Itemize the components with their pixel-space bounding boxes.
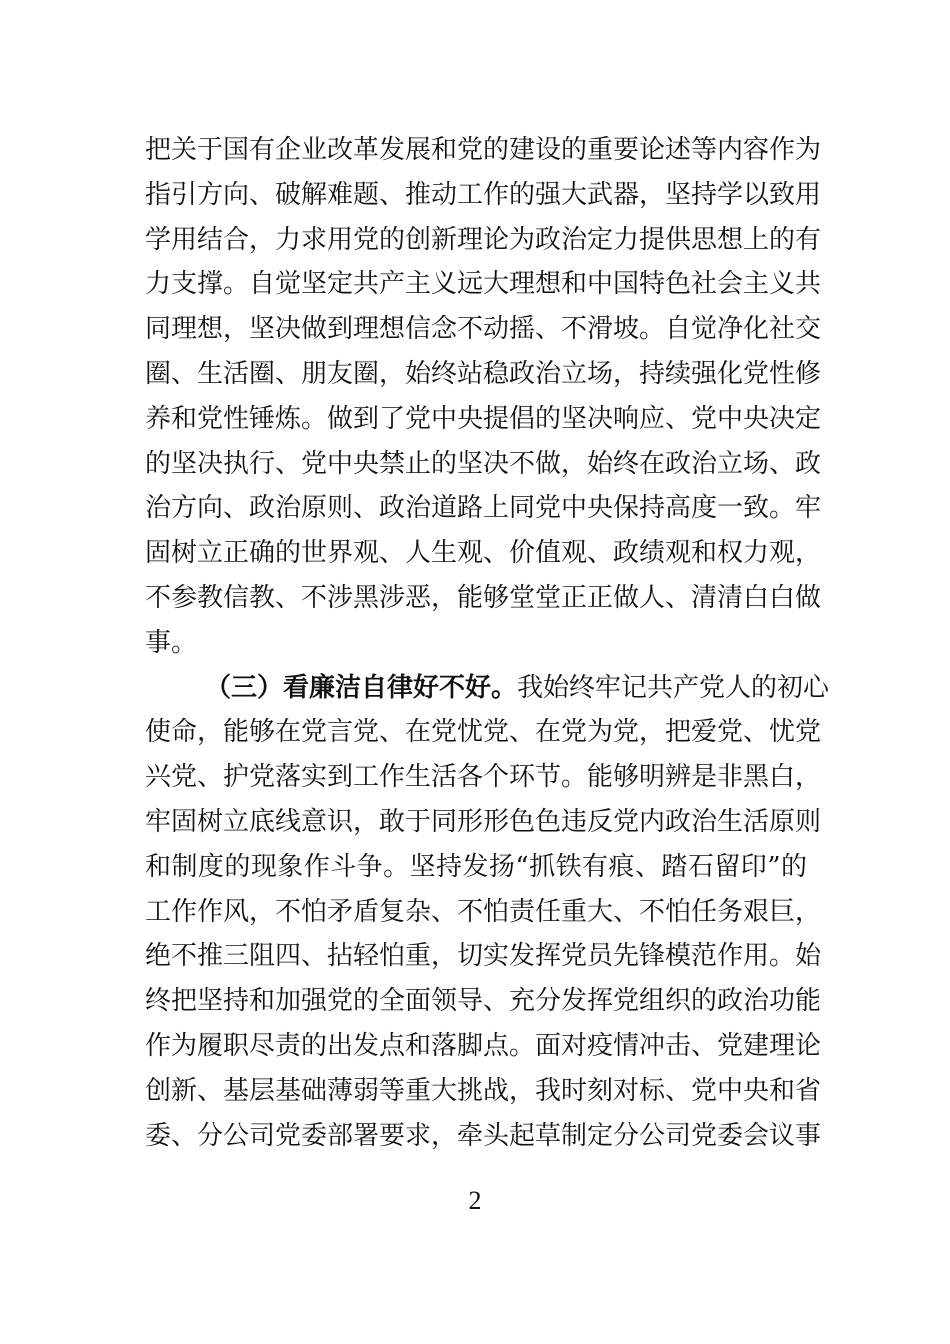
- text-line: 力支撑。自觉坚定共产主义远大理想和中国特色社会主义共: [145, 269, 822, 300]
- text-line: 养和党性锤炼。做到了党中央提倡的坚决响应、党中央决定: [145, 403, 822, 434]
- text-line: 圈、生活圈、朋友圈，始终站稳政治立场，持续强化党性修: [145, 359, 822, 389]
- text-line: 治方向、政治原则、政治道路上同党中央保持高度一致。牢: [145, 493, 822, 524]
- text-line: 不参教信教、不涉黑涉恶，能够堂堂正正做人、清清白白做: [145, 583, 822, 613]
- page-number: 2: [468, 1186, 482, 1215]
- text-line: 固树立正确的世界观、人生观、价值观、政绩观和权力观，: [145, 538, 822, 569]
- section-heading-line: [205, 668, 830, 708]
- text-line: 工作作风，不怕矛盾复杂、不怕责任重大、不怕任务艰巨，: [145, 896, 822, 927]
- text-line: 同理想，坚决做到理想信念不动摇、不滑坡。自觉净化社交: [145, 314, 822, 345]
- text-line: 指引方向、破解难题、推动工作的强大武器，坚持学以致用: [145, 179, 822, 210]
- text-line: 牢固树立底线意识，敢于同形形色色违反党内政治生活原则: [145, 807, 822, 837]
- text-line: 把关于国有企业改革发展和党的建设的重要论述等内容作为: [145, 135, 822, 165]
- text-line: 终把坚持和加强党的全面领导、充分发挥党组织的政治功能: [145, 986, 822, 1017]
- text-line: 作为履职尽责的出发点和落脚点。面对疫情冲击、党建理论: [145, 1031, 822, 1061]
- text-line: 我始终牢记共产党人的初心: [517, 672, 830, 703]
- text-line: 委、分公司党委部署要求，牵头起草制定分公司党委会议事: [145, 1120, 822, 1151]
- section-heading: （三）看廉洁自律好不好。: [205, 672, 518, 703]
- text-line: 绝不推三阻四、拈轻怕重，切实发挥党员先锋模范作用。始: [145, 941, 822, 972]
- text-line: 和制度的现象作斗争。坚持发扬“抓铁有痕、踏石留印”的: [145, 851, 807, 882]
- text-line: 使命，能够在党言党、在党忧党、在党为党，把爱党、忧党: [145, 717, 822, 748]
- text-line: 事。: [145, 627, 198, 658]
- text-line: 的坚决执行、党中央禁止的坚决不做，始终在政治立场、政: [145, 448, 822, 479]
- text-line: 学用结合，力求用党的创新理论为政治定力提供思想上的有: [145, 224, 822, 255]
- text-line: 创新、基层基础薄弱等重大挑战，我时刻对标、党中央和省: [145, 1075, 822, 1106]
- text-line: 兴党、护党落实到工作生活各个环节。能够明辨是非黑白，: [145, 762, 822, 793]
